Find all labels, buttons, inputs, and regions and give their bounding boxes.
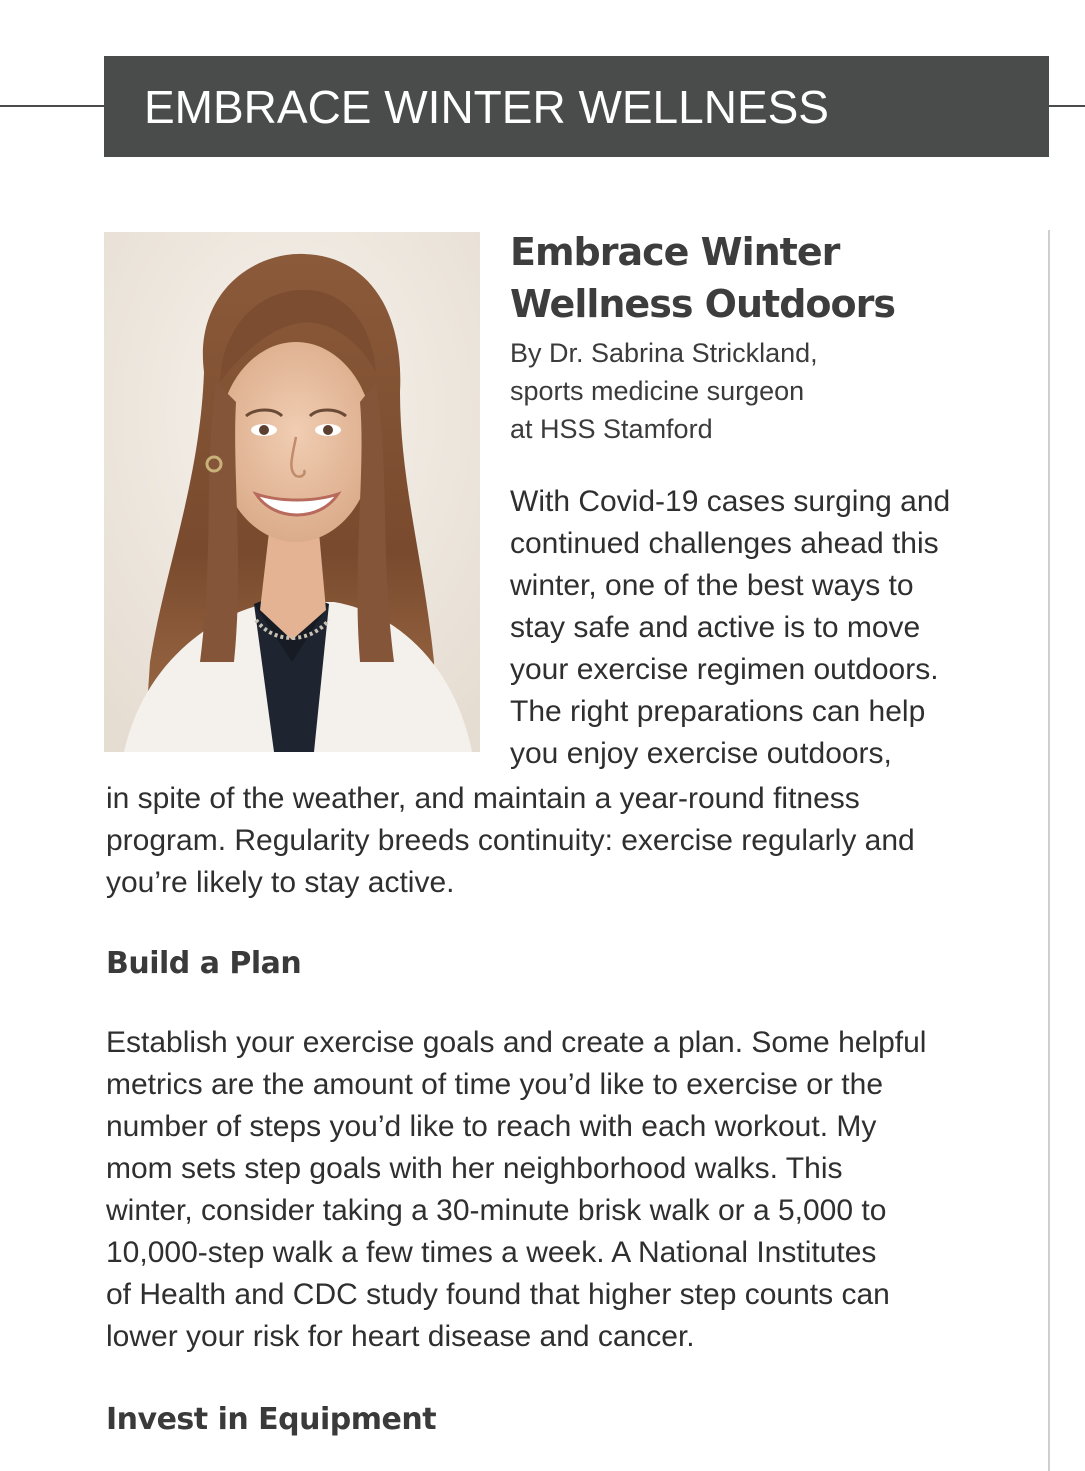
banner-title: EMBRACE WINTER WELLNESS: [144, 80, 829, 133]
text-line: lower your risk for heart disease and cancer.: [106, 1320, 695, 1353]
portrait-illustration: [104, 232, 480, 752]
header-rule-right: [1049, 105, 1085, 107]
text-line: winter, consider taking a 30-minute brisk walk or a 5,000 to: [106, 1194, 887, 1227]
section-banner: [104, 56, 1049, 157]
byline-line: By Dr. Sabrina Strickland,: [510, 338, 818, 368]
text-line: stay safe and active is to move: [510, 611, 921, 644]
text-line: number of steps you’d like to reach with each workout. My: [106, 1110, 877, 1143]
text-line: 10,000-step walk a few times a week. A National Institutes: [106, 1236, 877, 1269]
column-divider: [1048, 230, 1050, 1471]
text-line: metrics are the amount of time you’d like to exercise or the: [106, 1068, 884, 1101]
text-line: With Covid-19 cases surging and: [510, 485, 951, 518]
intro-paragraph-top: [510, 481, 950, 775]
text-line: Establish your exercise goals and create a plan. Some helpful: [106, 1026, 927, 1059]
byline-line: at HSS Stamford: [510, 414, 713, 444]
text-line: program. Regularity breeds continuity: exercise regularly and: [106, 824, 915, 857]
section-heading-build-a-plan: Build a Plan: [106, 946, 302, 981]
intro-paragraph-continued: [106, 778, 915, 904]
text-line: mom sets step goals with her neighborhood walks. This: [106, 1152, 843, 1185]
build-a-plan-paragraph: [106, 1022, 926, 1358]
text-line: continued challenges ahead this: [510, 527, 939, 560]
text-line: your exercise regimen outdoors.: [510, 653, 939, 686]
author-byline: [510, 334, 1030, 448]
headline-line: Embrace Winter: [510, 230, 840, 274]
author-portrait-photo: [104, 232, 480, 752]
headline-line: Wellness Outdoors: [510, 282, 895, 326]
text-line: you enjoy exercise outdoors,: [510, 737, 892, 770]
section-heading-invest-in-equipment: Invest in Equipment: [106, 1402, 437, 1437]
byline-line: sports medicine surgeon: [510, 376, 805, 406]
text-line: you’re likely to stay active.: [106, 866, 455, 899]
text-line: in spite of the weather, and maintain a year-round fitness: [106, 782, 860, 815]
text-line: of Health and CDC study found that higher step counts can: [106, 1278, 890, 1311]
header-rule-left: [0, 105, 104, 107]
text-line: The right preparations can help: [510, 695, 926, 728]
article-headline: [510, 226, 1030, 330]
text-line: winter, one of the best ways to: [510, 569, 914, 602]
